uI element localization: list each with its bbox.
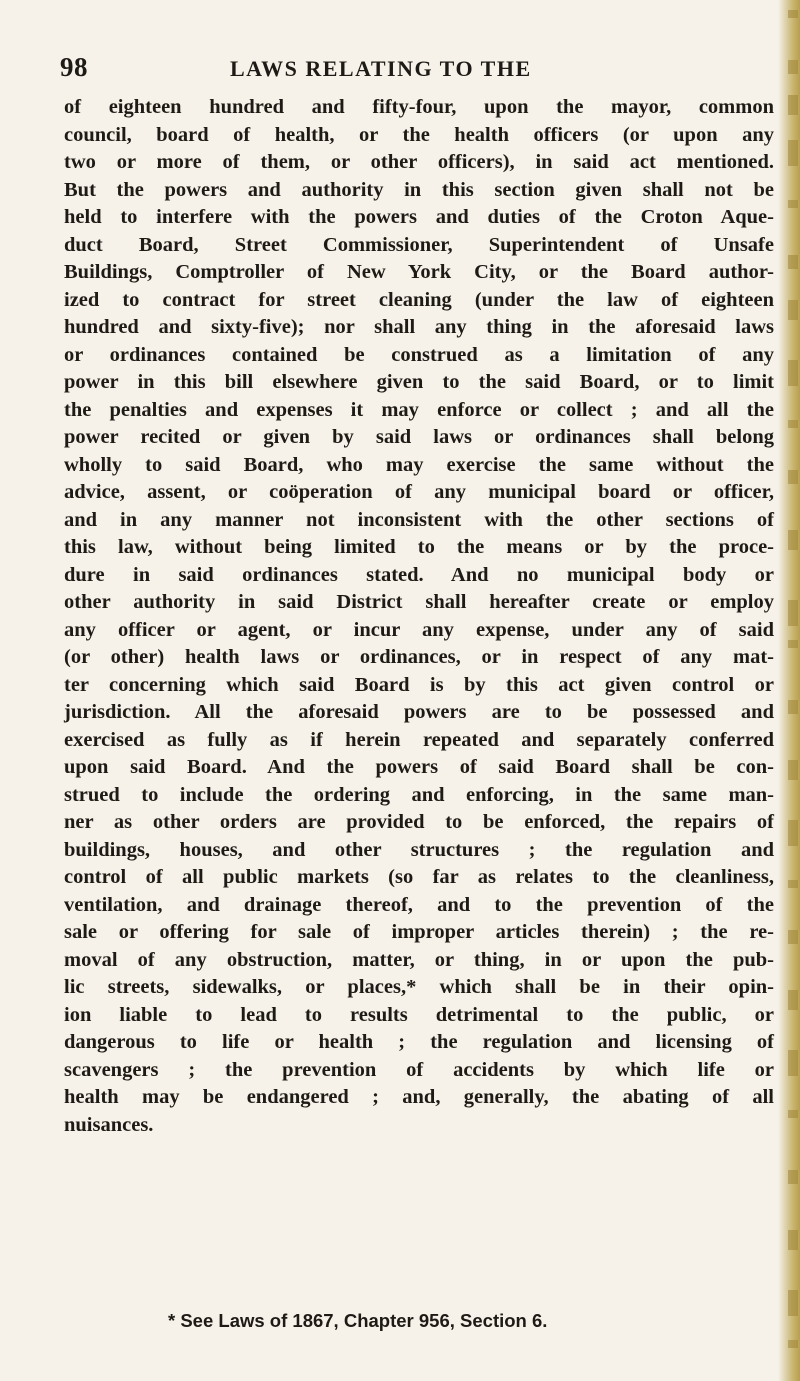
binding-mark — [788, 640, 798, 648]
text-line: control of all public markets (so far as relates to the cleanliness, — [64, 866, 774, 888]
page-number: 98 — [60, 52, 88, 82]
text-line: duct Board, Street Commissioner, Superintendent of Unsafe — [64, 233, 774, 256]
binding-mark — [788, 200, 798, 208]
text-line: (or other) health laws or ordinances, or in respect of any mat- — [64, 646, 774, 668]
text-line: of eighteen hundred and fifty-four, upon the mayor, common — [64, 96, 774, 118]
text-line: upon said Board. And the powers of said Board shall be con- — [64, 756, 774, 778]
text-line: held to interfere with the powers and duties of the Croton Aque- — [64, 206, 774, 228]
binding-mark — [788, 255, 798, 269]
binding-mark — [788, 1110, 798, 1118]
binding-mark — [788, 700, 798, 714]
binding-mark — [788, 880, 798, 888]
text-line: wholly to said Board, who may exercise the same without the — [64, 453, 774, 476]
binding-mark — [788, 990, 798, 1010]
text-line: other authority in said District shall hereafter create or employ — [64, 591, 774, 613]
text-line: jurisdiction. All the aforesaid powers are to be possessed and — [64, 701, 774, 723]
binding-mark — [788, 760, 798, 780]
binding-mark — [788, 470, 798, 484]
text-line: ner as other orders are provided to be enforced, the repairs of — [64, 811, 774, 833]
text-line: health may be endangered ; and, generally, the abating of all — [64, 1086, 774, 1108]
footnote: * See Laws of 1867, Chapter 956, Section 6. — [168, 1310, 548, 1331]
text-line: or ordinances contained be construed as a limitation of any — [64, 343, 774, 366]
text-line: strued to include the ordering and enforcing, in the same man- — [64, 783, 774, 806]
text-line: sale or offering for sale of improper articles therein) ; the re- — [64, 921, 774, 943]
text-line: ion liable to lead to results detrimental to the public, or — [64, 1003, 774, 1026]
binding-mark — [788, 95, 798, 115]
text-line: this law, without being limited to the means or by the proce- — [64, 536, 774, 558]
binding-mark — [788, 300, 798, 320]
running-head: LAWS RELATING TO THE — [230, 56, 532, 81]
binding-mark — [788, 420, 798, 428]
text-line: and in any manner not inconsistent with the other sections of — [64, 508, 774, 531]
binding-mark — [788, 820, 798, 846]
page-binding-edge — [778, 0, 800, 1381]
text-line: dangerous to life or health ; the regulation and licensing of — [64, 1031, 774, 1053]
text-line: ized to contract for street cleaning (under the law of eighteen — [64, 288, 774, 311]
binding-mark — [788, 530, 798, 550]
binding-mark — [788, 1290, 798, 1316]
text-line: power recited or given by said laws or ordinances shall belong — [64, 426, 774, 448]
text-line: the penalties and expenses it may enforce or collect ; and all the — [64, 398, 774, 421]
binding-mark — [788, 10, 798, 18]
text-line: buildings, houses, and other structures ; the regulation and — [64, 838, 774, 861]
text-line: exercised as fully as if herein repeated and separately conferred — [64, 728, 774, 751]
text-line: lic streets, sidewalks, or places,* which shall be in their opin- — [64, 976, 774, 998]
text-line: any officer or agent, or incur any expense, under any of said — [64, 618, 774, 641]
binding-mark — [788, 1050, 798, 1076]
text-line: But the powers and authority in this section given shall not be — [64, 178, 774, 201]
binding-mark — [788, 600, 798, 626]
text-line: advice, assent, or coöperation of any municipal board or officer, — [64, 481, 774, 503]
text-line: hundred and sixty-five); nor shall any thing in the aforesaid laws — [64, 316, 774, 338]
text-line: dure in said ordinances stated. And no municipal body or — [64, 563, 774, 586]
page-header — [60, 52, 772, 92]
text-line: council, board of health, or the health officers (or upon any — [64, 123, 774, 146]
text-line: moval of any obstruction, matter, or thing, in or upon the pub- — [64, 948, 774, 971]
binding-mark — [788, 1230, 798, 1250]
binding-mark — [788, 1170, 798, 1184]
text-line: ter concerning which said Board is by this act given control or — [64, 673, 774, 696]
text-line: scavengers ; the prevention of accidents by which life or — [64, 1058, 774, 1081]
text-line: two or more of them, or other officers), in said act mentioned. — [64, 151, 774, 173]
binding-mark — [788, 140, 798, 166]
binding-mark — [788, 930, 798, 944]
text-line: nuisances. — [64, 1113, 154, 1136]
binding-mark — [788, 1340, 798, 1348]
body-text — [64, 94, 774, 1139]
text-line: ventilation, and drainage thereof, and to the prevention of the — [64, 893, 774, 916]
binding-mark — [788, 360, 798, 386]
binding-mark — [788, 60, 798, 74]
text-line: Buildings, Comptroller of New York City, or the Board author- — [64, 261, 774, 283]
text-line: power in this bill elsewhere given to the said Board, or to limit — [64, 371, 774, 393]
